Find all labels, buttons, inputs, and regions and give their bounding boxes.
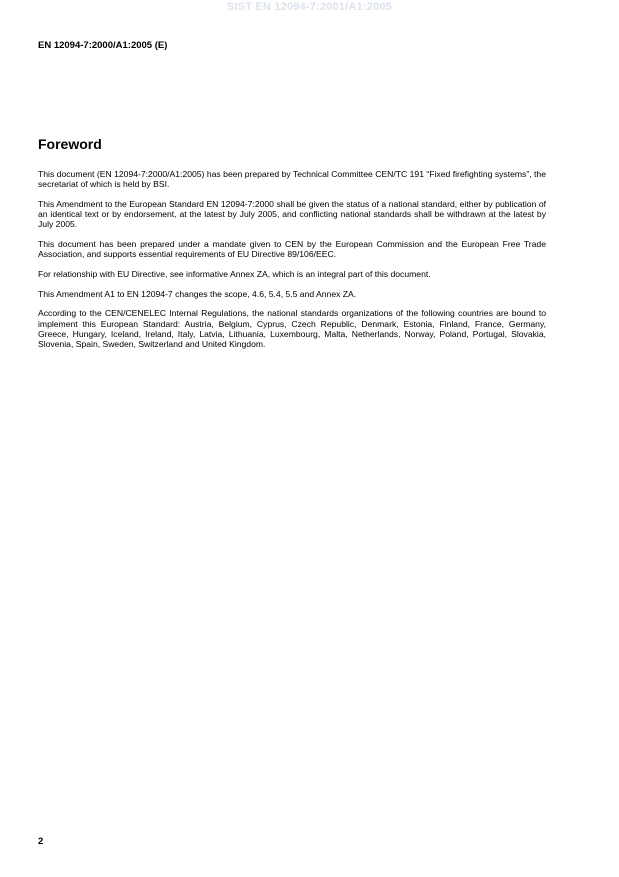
page-number: 2 — [38, 836, 44, 847]
foreword-body — [38, 169, 546, 359]
paragraph: This Amendment to the European Standard EN 12094-7:2000 shall be given the status of a national standard, either by publication of an identical text or by endorsement, at the latest by July 2005, and conflicting national standards shall be withdrawn at the latest by July 2005. — [38, 198, 546, 230]
section-title-foreword: Foreword — [38, 136, 102, 152]
paragraph: This document has been prepared under a mandate given to CEN by the European Commission and the European Free Trade Association, and supports essential requirements of EU Directive 89/106/EEC. — [38, 239, 546, 260]
paragraph: This Amendment A1 to EN 12094-7 changes the scope, 4.6, 5.4, 5.5 and Annex ZA. — [38, 288, 357, 299]
paragraph: According to the CEN/CENELEC Internal Regulations, the national standards organizations of the following countries are bound to implement this European Standard: Austria, Belgium, Cyprus, Czech Republic, Denmark, Estonia, Finland, France, Germany, Greece, Hungary, Iceland, Ireland, Italy, Latvia, Lithuania, Luxembourg, Malta, Netherlands, Norway, Poland, Portugal, Slovakia, Slovenia, Spain, Sweden, Switzerland and United Kingdom. — [38, 308, 546, 349]
document-header: EN 12094-7:2000/A1:2005 (E) — [38, 40, 168, 51]
paragraph: This document (EN 12094-7:2000/A1:2005) has been prepared by Technical Committee CEN/TC 191 “Fixed firefighting systems”, the secretariat of which is held by BSI. — [38, 169, 546, 190]
watermark: SIST EN 12094-7:2001/A1:2005 — [226, 1, 393, 13]
paragraph: For relationship with EU Directive, see informative Annex ZA, which is an integral part of this document. — [38, 268, 431, 279]
